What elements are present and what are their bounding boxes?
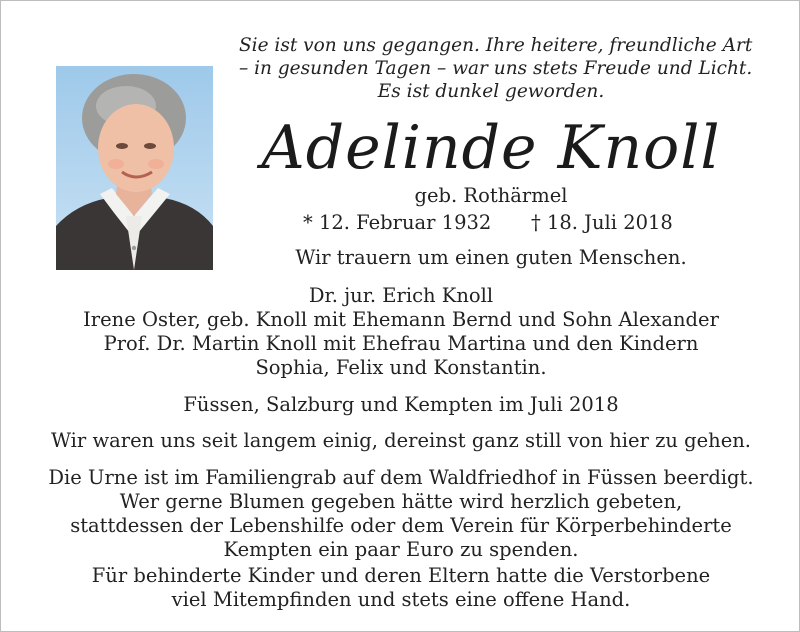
motto-line: – in gesunden Tagen – war uns stets Freude und Licht. bbox=[239, 58, 753, 79]
portrait-photo bbox=[56, 66, 213, 270]
quote: Wir waren uns seit langem einig, dereinst ganz still von hier zu gehen. bbox=[50, 429, 751, 452]
motto-line: Es ist dunkel geworden. bbox=[377, 81, 605, 102]
notice-line: stattdessen der Lebenshilfe oder dem Verein für Körperbehinderte bbox=[70, 514, 732, 537]
mourning-line: Wir trauern um einen guten Menschen. bbox=[295, 246, 687, 269]
family-member: Prof. Dr. Martin Knoll mit Ehefrau Martina und den Kindern bbox=[103, 332, 699, 355]
notice-line: viel Mitempfinden und stets eine offene Hand. bbox=[171, 588, 631, 611]
notice-line: Für behinderte Kinder und deren Eltern hatte die Verstorbene bbox=[91, 564, 711, 587]
birth-date: * 12. Februar 1932 bbox=[303, 211, 492, 234]
death-date: † 18. Juli 2018 bbox=[531, 211, 673, 234]
notice-line: Kempten ein paar Euro zu spenden. bbox=[223, 538, 579, 561]
motto-line: Sie ist von uns gegangen. Ihre heitere, freundliche Art bbox=[239, 35, 753, 56]
life-dates bbox=[239, 211, 743, 237]
family-member: Irene Oster, geb. Knoll mit Ehemann Bernd und Sohn Alexander bbox=[83, 308, 719, 331]
birth-name: geb. Rothärmel bbox=[414, 184, 568, 207]
deceased-name: Adelinde Knoll bbox=[261, 113, 721, 183]
family-member: Sophia, Felix und Konstantin. bbox=[255, 356, 547, 379]
notice-line: Die Urne ist im Familiengrab auf dem Waldfriedhof in Füssen beerdigt. bbox=[48, 466, 754, 489]
family-member: Dr. jur. Erich Knoll bbox=[308, 284, 494, 307]
place-date: Füssen, Salzburg und Kempten im Juli 2018 bbox=[183, 393, 619, 416]
notice-line: Wer gerne Blumen gegeben hätte wird herzlich gebeten, bbox=[119, 490, 683, 513]
